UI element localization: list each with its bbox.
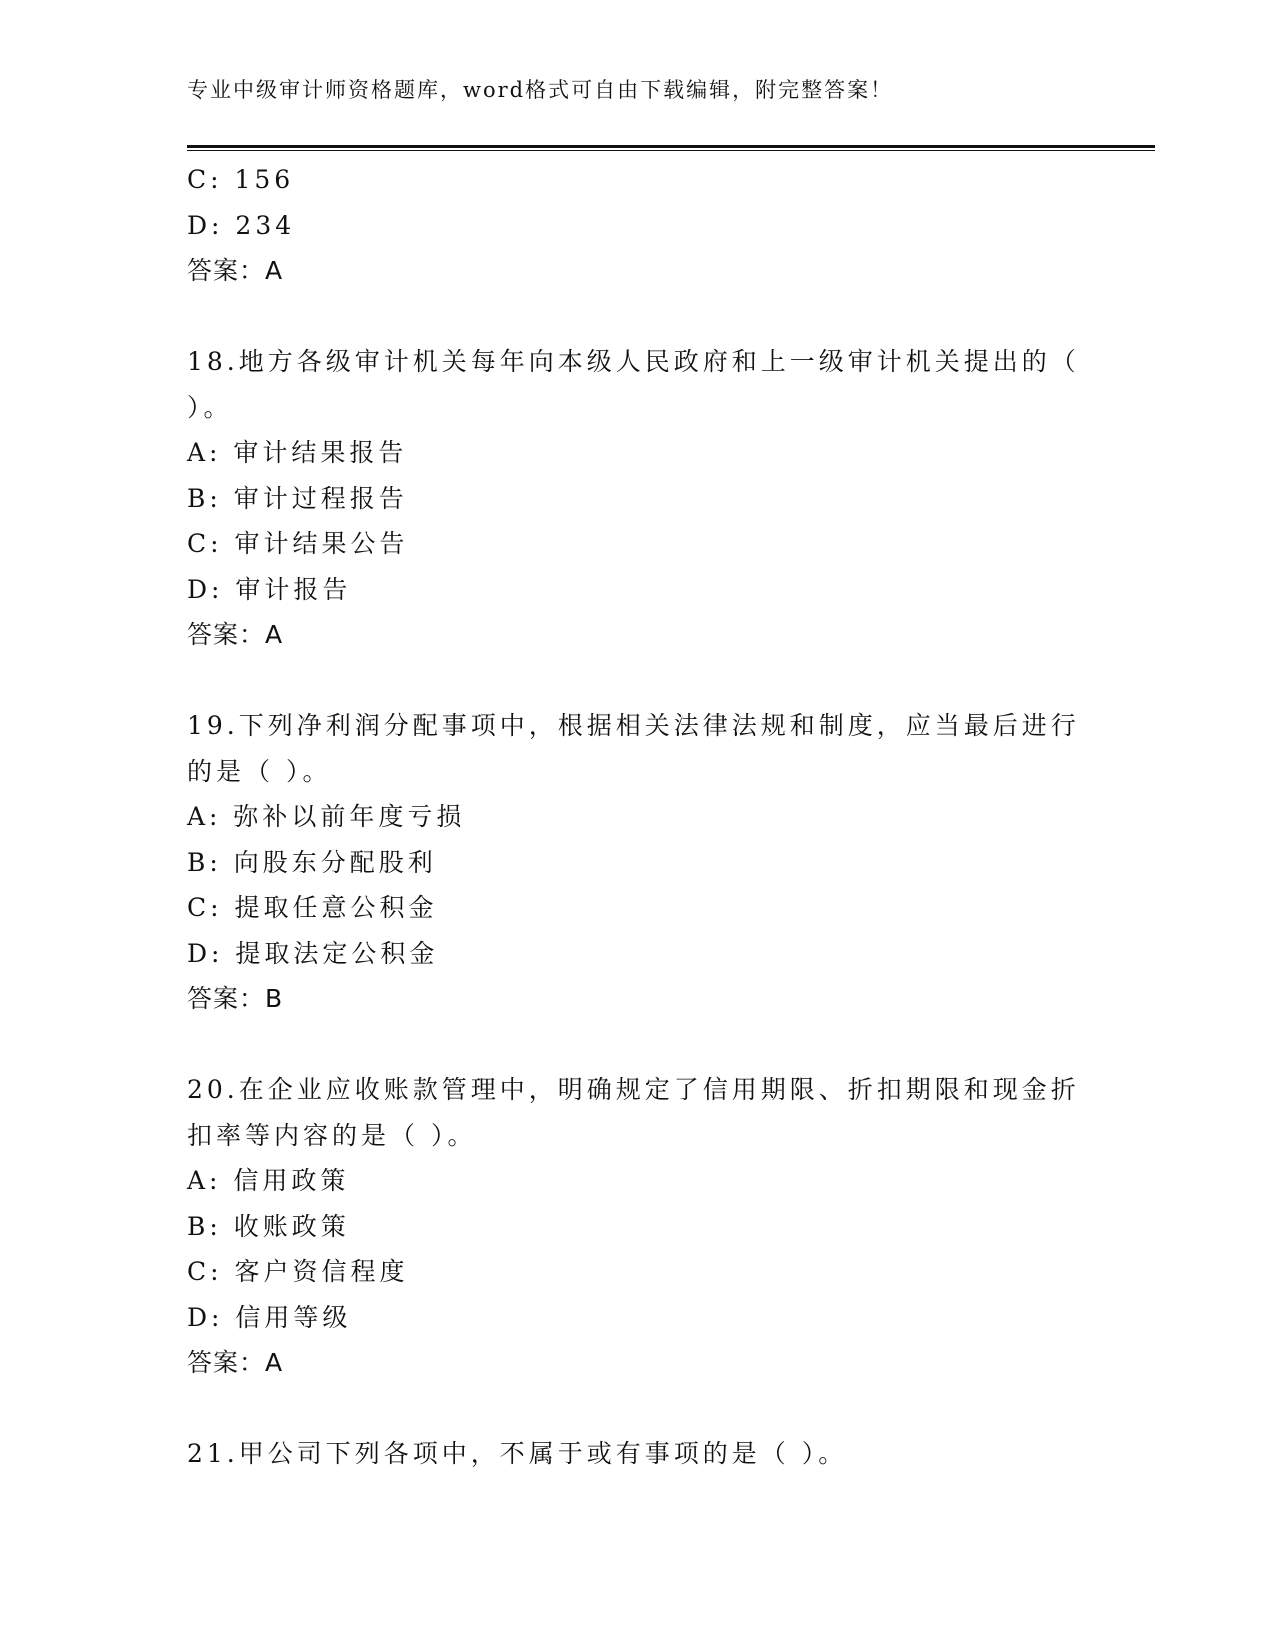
option-b: B: 向股东分配股利 (187, 847, 437, 877)
option-a: A: 审计结果报告 (187, 438, 408, 467)
question-stem-cont: ）。 (187, 392, 233, 422)
question-stem-cont: 的是（ ）。 (187, 756, 332, 786)
header-divider (187, 145, 1155, 151)
question-content (187, 157, 1087, 1477)
question-stem: 21.甲公司下列各项中，不属于或有事项的是（ ）。 (187, 1439, 848, 1468)
answer: 答案：B (187, 984, 284, 1013)
question-stem: 18.地方各级审计机关每年向本级人民政府和上一级审计机关提出的（ (187, 347, 1080, 376)
question-stem: 20.在企业应收账款管理中，明确规定了信用期限、折扣期限和现金折 (187, 1075, 1080, 1104)
option-c: C: 提取任意公积金 (187, 893, 438, 922)
page-header: 专业中级审计师资格题库，word格式可自由下载编辑，附完整答案！ (187, 78, 894, 102)
option-d: D: 信用等级 (187, 1302, 352, 1332)
option-d: D: 提取法定公积金 (187, 938, 439, 968)
option-d: D: 234 (187, 210, 296, 240)
option-d: D: 审计报告 (187, 574, 352, 604)
spacer (187, 1386, 1087, 1432)
header-rule-thick (187, 145, 1155, 148)
option-c: C: 客户资信程度 (187, 1257, 409, 1286)
spacer (187, 658, 1087, 704)
option-b: B: 审计过程报告 (187, 483, 408, 513)
spacer (187, 1022, 1087, 1068)
option-b: B: 收账政策 (187, 1211, 350, 1241)
option-c: C: 156 (187, 165, 295, 194)
spacer (187, 294, 1087, 340)
header-rule-thin (187, 150, 1155, 151)
option-a: A: 弥补以前年度亏损 (187, 802, 466, 831)
option-c: C: 审计结果公告 (187, 529, 409, 558)
question-stem-cont: 扣率等内容的是（ ）。 (187, 1120, 477, 1150)
answer: 答案：A (187, 256, 284, 285)
question-stem: 19.下列净利润分配事项中，根据相关法律法规和制度，应当最后进行 (187, 711, 1080, 740)
option-a: A: 信用政策 (187, 1166, 350, 1195)
answer: 答案：A (187, 620, 284, 649)
answer: 答案：A (187, 1348, 284, 1377)
